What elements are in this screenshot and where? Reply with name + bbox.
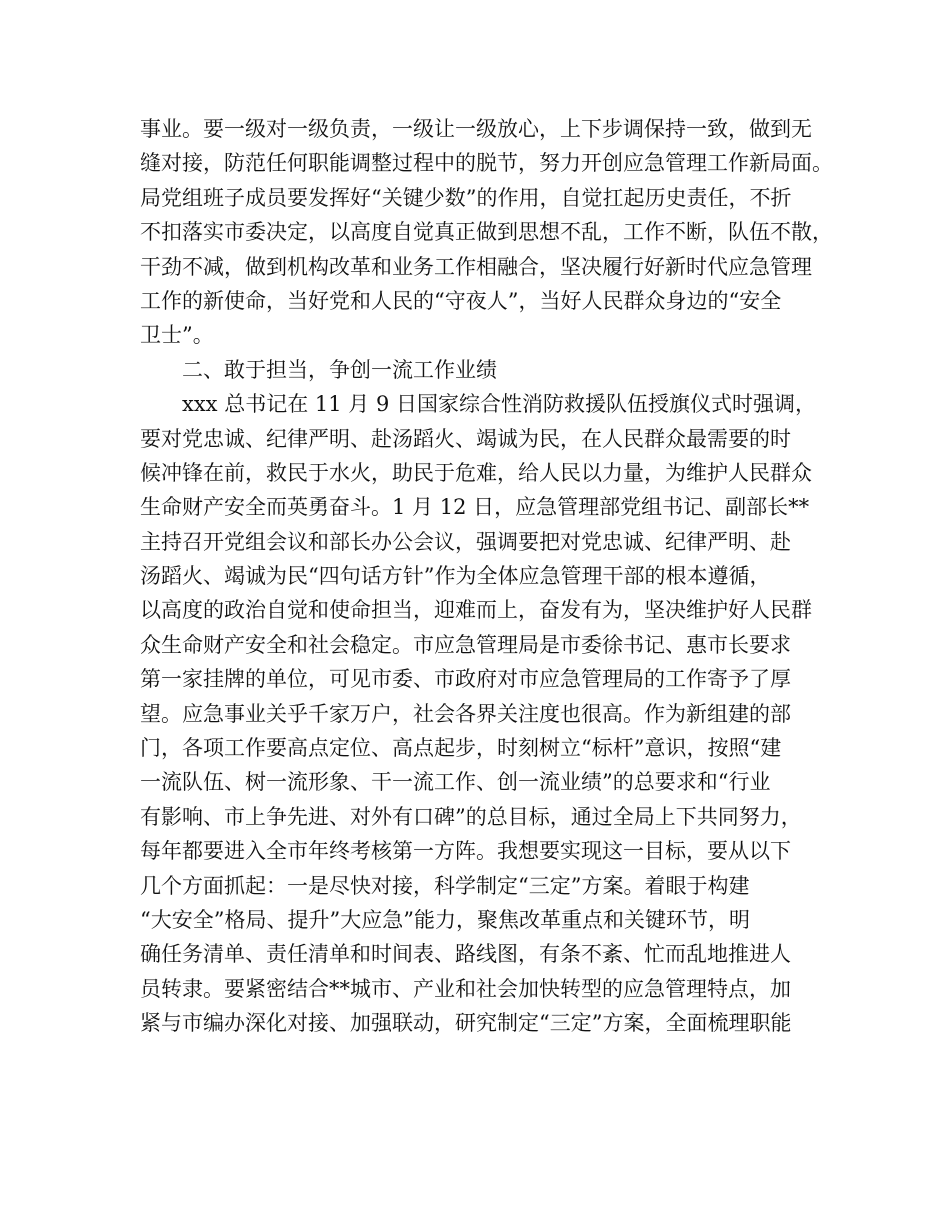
text-line: 卫士”。 — [140, 323, 214, 348]
section-heading: 二、敢于担当，争创一流工作业绩 — [182, 357, 497, 382]
document-body — [140, 112, 833, 1041]
text-line: 望。应急事业关乎千家万户，社会各界关注度也很高。作为新组建的部 — [140, 701, 791, 726]
text-line: 确任务清单、责任清单和时间表、路线图，有条不紊、忙而乱地推进人 — [140, 942, 791, 967]
text-line: 众生命财产安全和社会稳定。市应急管理局是市委徐书记、惠市长要求 — [140, 632, 791, 657]
text-line: 工作的新使命，当好党和人民的“守夜人”，当好人民群众身边的“安全 — [140, 288, 782, 313]
text-line: 生命财产安全而英勇奋斗。1 月 12 日，应急管理部党组书记、副部长** — [140, 495, 810, 520]
text-line: 每年都要进入全市年终考核第一方阵。我想要实现这一目标，要从以下 — [140, 839, 791, 864]
text-line: 一流队伍、树一流形象、干一流工作、创一流业绩”的总要求和“行业 — [140, 770, 771, 795]
text-line: 以高度的政治自觉和使命担当，迎难而上，奋发有为，坚决维护好人民群 — [140, 598, 812, 623]
text-line: 紧与市编办深化对接、加强联动，研究制定“三定”方案，全面梳理职能 — [140, 1011, 792, 1036]
text-line: 主持召开党组会议和部长办公会议，强调要把对党忠诚、纪律严明、赴 — [140, 529, 791, 554]
text-line: 汤蹈火、竭诚为民“四句话方针”作为全体应急管理干部的根本遵循， — [140, 564, 771, 589]
text-line: 有影响、市上争先进、对外有口碑”的总目标，通过全局上下共同努力， — [140, 804, 802, 829]
text-line: 不扣落实市委决定，以高度自觉真正做到思想不乱，工作不断，队伍不散， — [140, 220, 833, 245]
text-line: 第一家挂牌的单位，可见市委、市政府对市应急管理局的工作寄予了厚 — [140, 667, 791, 692]
text-line: 员转隶。要紧密结合**城市、产业和社会加快转型的应急管理特点，加 — [140, 976, 791, 1001]
text-line: 干劲不减，做到机构改革和业务工作相融合，坚决履行好新时代应急管理 — [140, 254, 812, 279]
paragraph-first-line: xxx 总书记在 11 月 9 日国家综合性消防救援队伍授旗仪式时强调， — [182, 392, 816, 417]
text-line: 局党组班子成员要发挥好“关键少数”的作用，自觉扛起历史责任，不折 — [140, 185, 792, 210]
text-line: 几个方面抓起：一是尽快对接，科学制定“三定”方案。着眼于构建 — [140, 873, 750, 898]
text-line: “大安全”格局、提升”大应急”能力，聚焦改革重点和关键环节，明 — [140, 907, 750, 932]
text-line: 要对党忠诚、纪律严明、赴汤蹈火、竭诚为民，在人民群众最需要的时 — [140, 426, 791, 451]
text-line: 门，各项工作要高点定位、高点起步，时刻树立“标杆”意识，按照“建 — [140, 736, 782, 761]
text-line: 缝对接，防范任何职能调整过程中的脱节，努力开创应急管理工作新局面。 — [140, 151, 833, 176]
text-line: 事业。要一级对一级负责，一级让一级放心，上下步调保持一致，做到无 — [140, 117, 812, 141]
text-line: 候冲锋在前，救民于水火，助民于危难，给人民以力量，为维护人民群众 — [140, 460, 812, 485]
